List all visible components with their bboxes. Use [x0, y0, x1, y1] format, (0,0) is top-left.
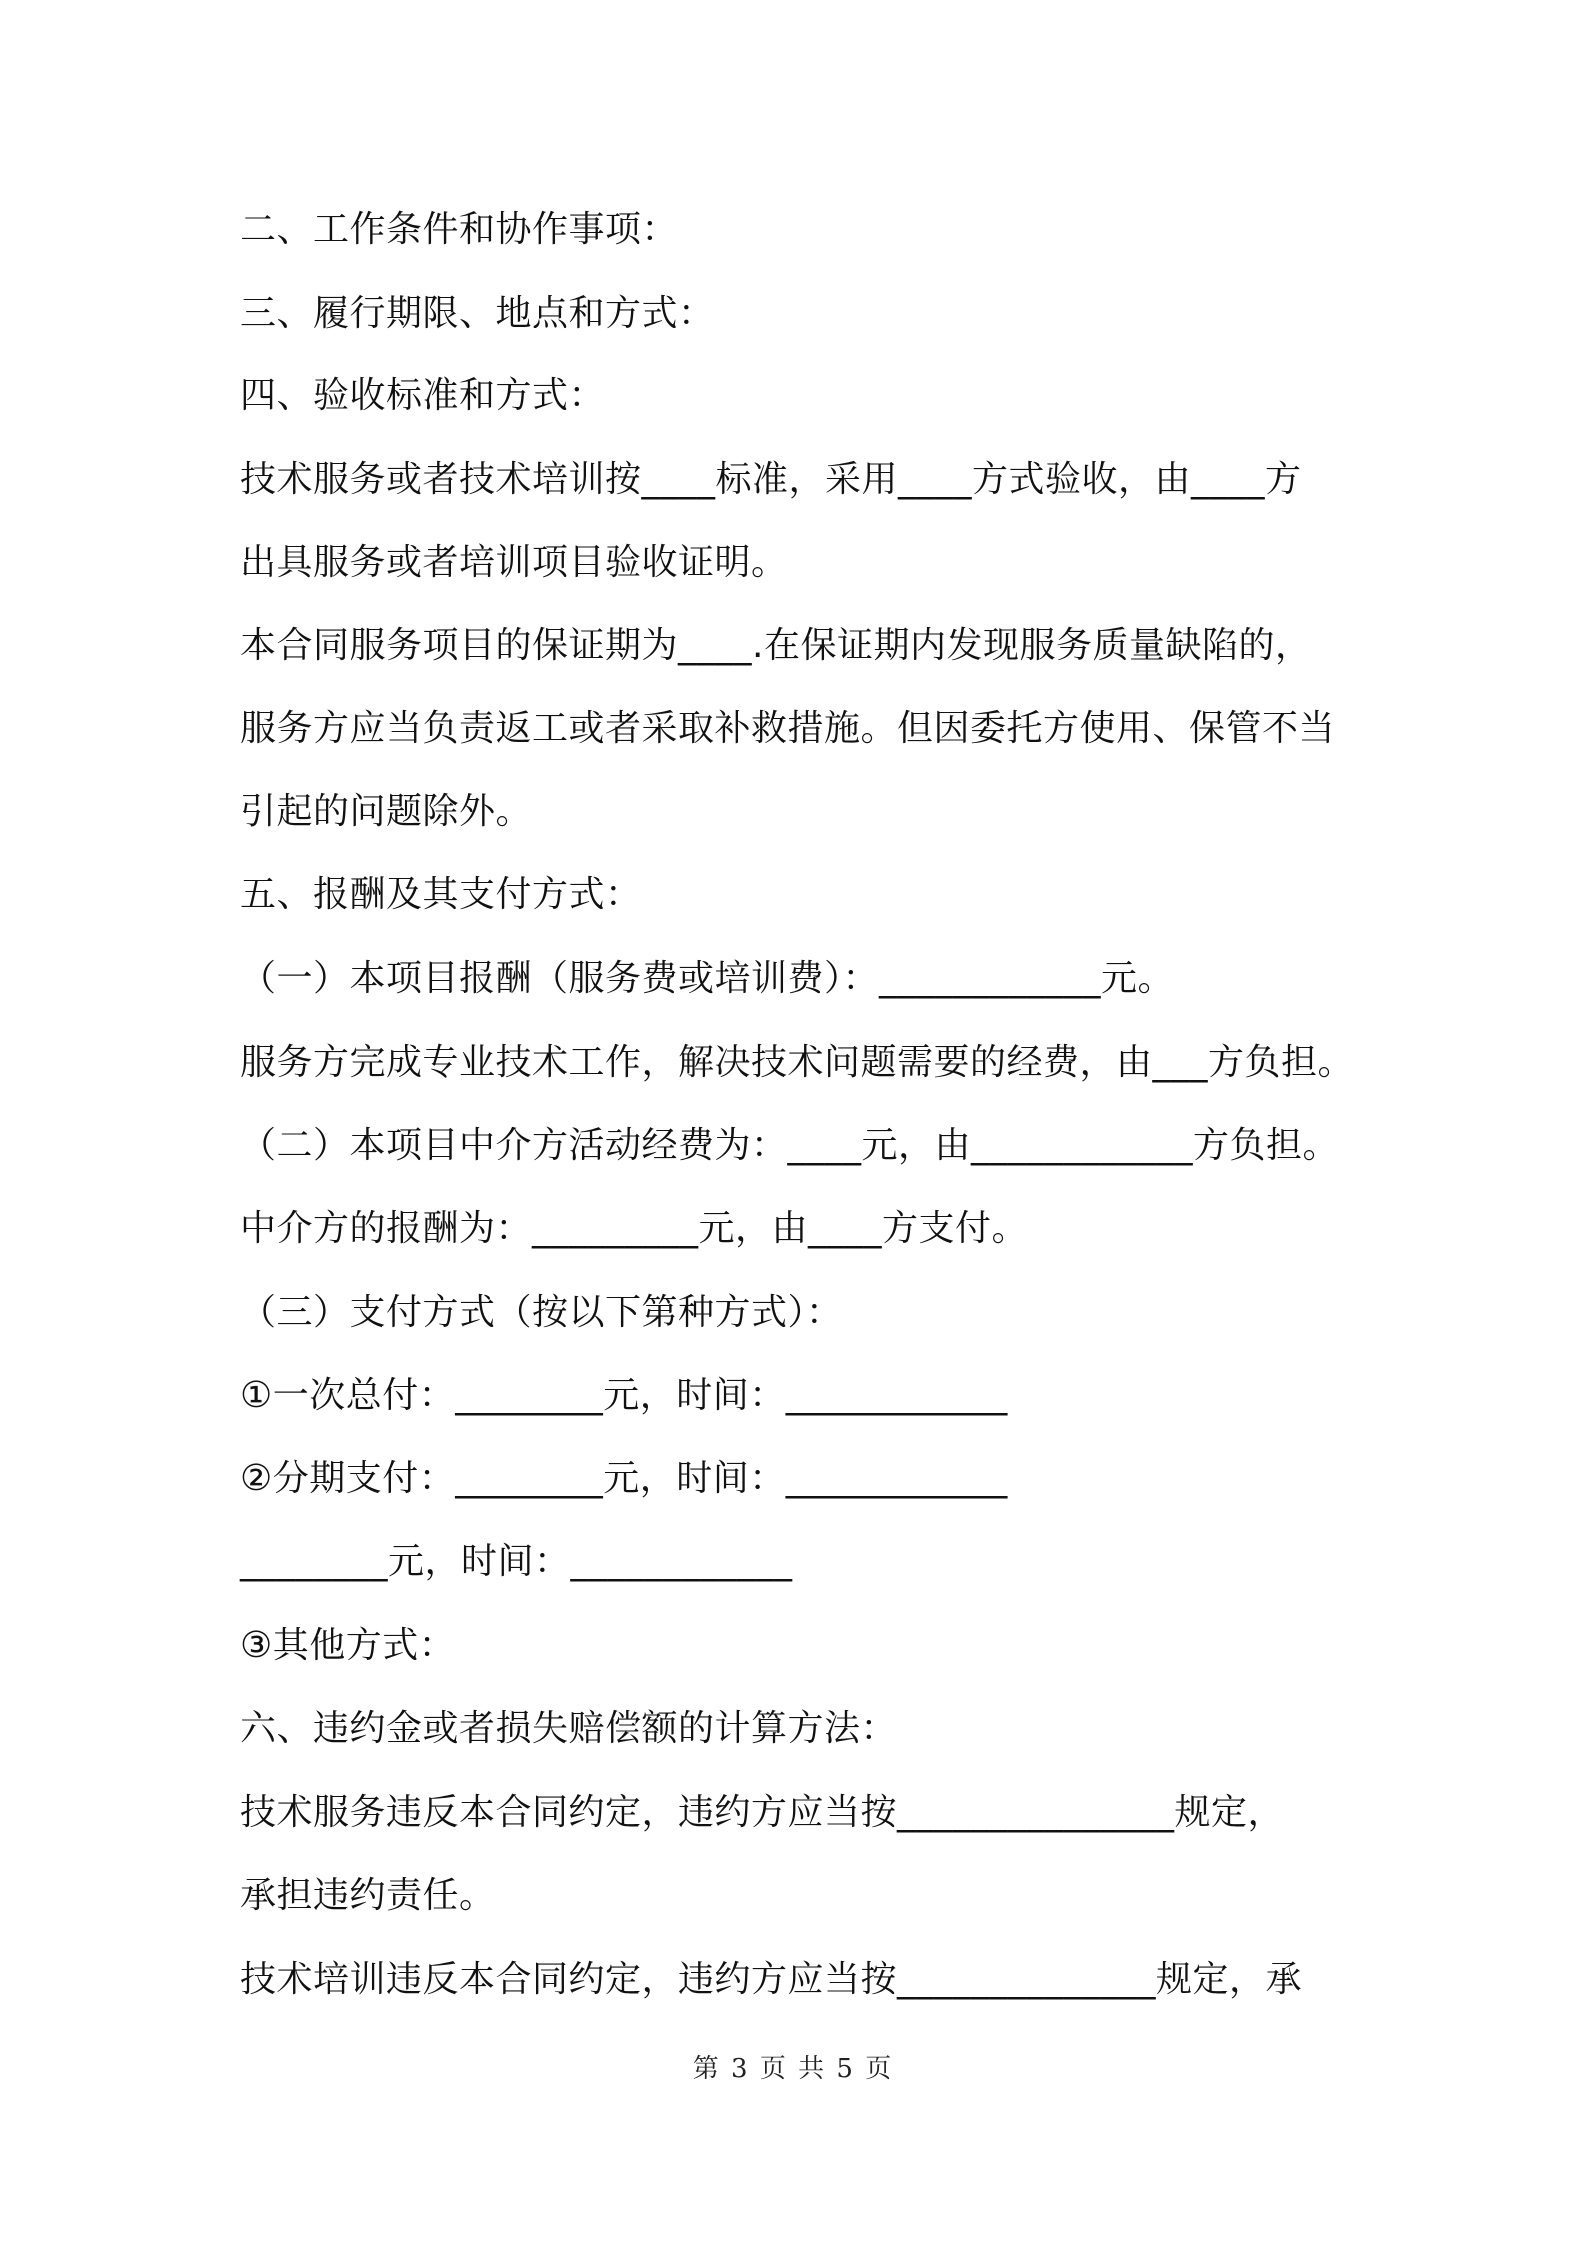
heading-penalty: 六、违约金或者损失赔偿额的计算方法：: [240, 1708, 898, 1749]
paragraph-line: 承担违约责任。: [240, 1875, 496, 1916]
paragraph-line: 技术培训违反本合同约定，违约方应当按______________规定，承: [240, 1959, 1303, 2000]
paragraph-line: ①一次总付：________元，时间：____________: [240, 1375, 1008, 1416]
paragraph-line: 技术服务或者技术培训按____标准，采用____方式验收，由____方: [240, 459, 1302, 500]
paragraph-line: 出具服务或者培训项目验收证明。: [240, 542, 788, 583]
paragraph-line: 技术服务违反本合同约定，违约方应当按_______________规定，: [240, 1792, 1285, 1833]
heading-remuneration: 五、报酬及其支付方式：: [240, 874, 642, 915]
heading-work-conditions: 二、工作条件和协作事项：: [240, 209, 679, 250]
paragraph-line: ________元，时间：____________: [240, 1541, 793, 1582]
paragraph-line: 服务方完成专业技术工作，解决技术问题需要的经费，由___方负担。: [240, 1042, 1355, 1083]
paragraph-line: ③其他方式：: [240, 1625, 456, 1666]
paragraph-line: 中介方的报酬为：_________元，由____方支付。: [240, 1208, 1029, 1249]
paragraph-line: （一）本项目报酬（服务费或培训费）：____________元。: [240, 958, 1175, 999]
paragraph-line: 引起的问题除外。: [240, 791, 533, 832]
heading-performance-period: 三、履行期限、地点和方式：: [240, 293, 715, 334]
paragraph-line: （三）支付方式（按以下第种方式）：: [240, 1292, 843, 1333]
heading-acceptance-standard: 四、验收标准和方式：: [240, 375, 606, 416]
page-number: 第 3 页 共 5 页: [692, 2054, 894, 2084]
paragraph-line: （二）本项目中介方活动经费为：____元，由____________方负担。: [240, 1125, 1340, 1166]
paragraph-line: 服务方应当负责返工或者采取补救措施。但因委托方使用、保管不当: [240, 708, 1336, 749]
paragraph-line: ②分期支付：________元，时间：____________: [240, 1458, 1008, 1499]
paragraph-line: 本合同服务项目的保证期为____.在保证期内发现服务质量缺陷的，: [240, 625, 1312, 666]
